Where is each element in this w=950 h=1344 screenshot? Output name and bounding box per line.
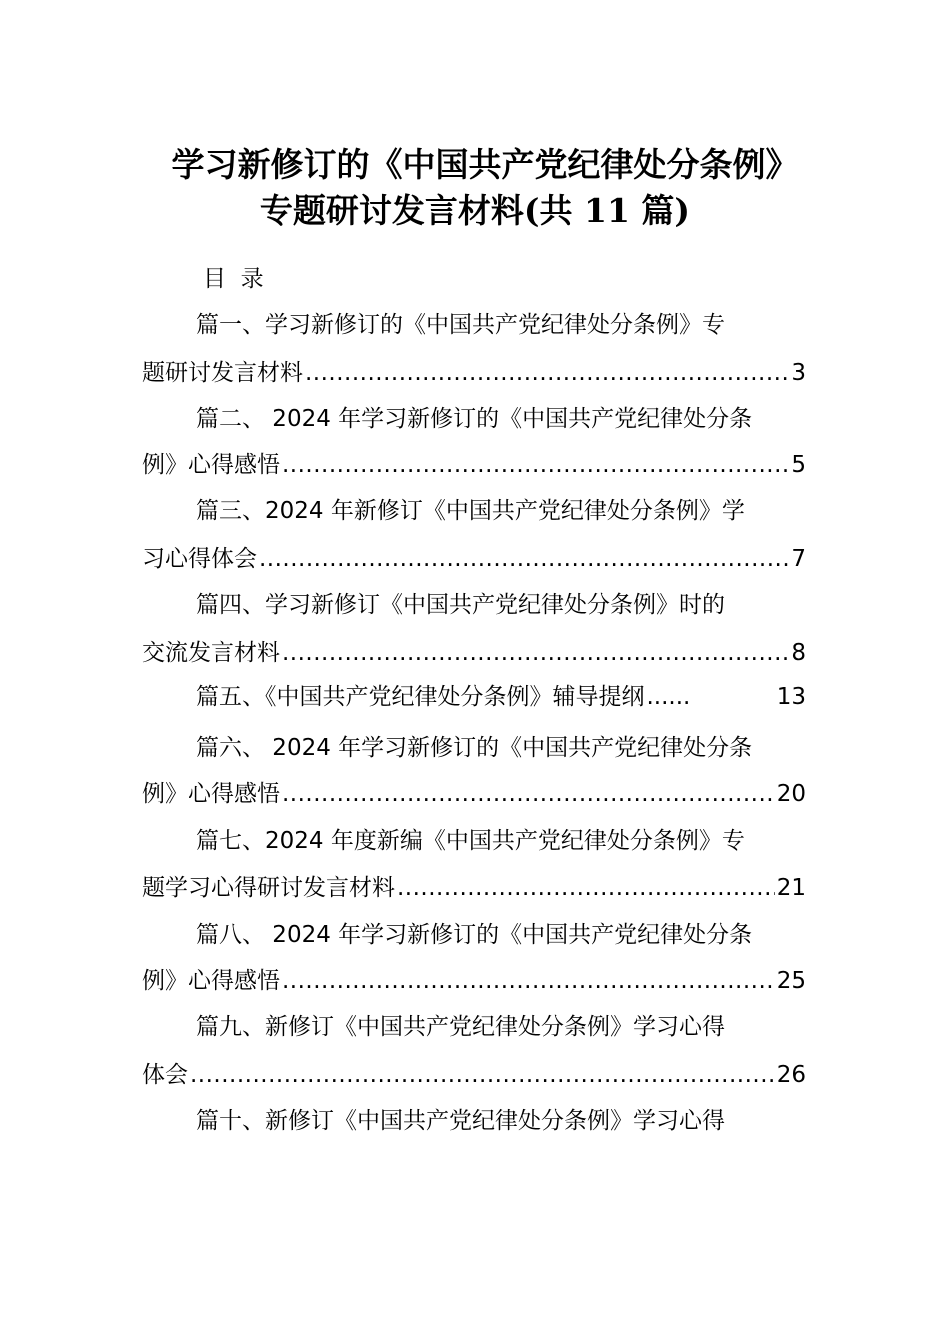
toc-entry-title: 篇五、《中国共产党纪律处分条例》辅导提纲 (196, 684, 645, 710)
toc-entry-title: 交流发言材料 (142, 640, 280, 666)
toc-entry-9-line-1: 篇九、新修订《中国共产党纪律处分条例》学习心得 (196, 1014, 725, 1040)
toc-entry-title: 例》心得感悟 (142, 452, 280, 478)
toc-page-number: 13 (776, 684, 806, 710)
document-title-line-2: 专题研讨发言材料(共 11 篇) (259, 191, 691, 230)
toc-leader-dots (397, 871, 775, 905)
toc-entry-7-line-2 (142, 871, 806, 905)
toc-entry-title: 习心得体会 (142, 546, 257, 572)
toc-leader-dots (282, 964, 775, 998)
toc-leader-dots (305, 356, 789, 390)
toc-entry-4-line-1: 篇四、学习新修订《中国共产党纪律处分条例》时的 (196, 592, 725, 618)
toc-entry-title: 体会 (142, 1062, 188, 1088)
toc-entry-title: 例》心得感悟 (142, 968, 280, 994)
toc-entry-4-line-2 (142, 636, 806, 670)
toc-leader-dots (282, 448, 789, 482)
toc-entry-8-line-1: 篇八、 2024 年学习新修订的《中国共产党纪律处分条 (196, 922, 753, 948)
toc-leader-dots (282, 777, 775, 811)
document-title-line-1: 学习新修订的《中国共产党纪律处分条例》 (171, 145, 799, 184)
toc-entry-6-line-2 (142, 777, 806, 811)
toc-page-number: 7 (791, 546, 806, 572)
toc-page-number: 3 (791, 360, 806, 386)
toc-page-number: 5 (791, 452, 806, 478)
toc-page-number: 20 (776, 781, 806, 807)
toc-page-number: 8 (791, 640, 806, 666)
toc-entry-3-line-2 (142, 542, 806, 576)
toc-entry-2-line-2 (142, 448, 806, 482)
toc-entry-5 (196, 680, 806, 714)
toc-page-number: 21 (776, 875, 806, 901)
toc-heading: 目 录 (203, 266, 264, 292)
toc-leader-dots (647, 680, 763, 714)
toc-leader-dots (190, 1058, 775, 1092)
toc-entry-title: 题学习心得研讨发言材料 (142, 875, 395, 901)
toc-entry-1-line-1: 篇一、学习新修订的《中国共产党纪律处分条例》专 (196, 312, 725, 338)
toc-entry-6-line-1: 篇六、 2024 年学习新修订的《中国共产党纪律处分条 (196, 735, 753, 761)
toc-leader-dots (259, 542, 789, 576)
toc-entry-title: 例》心得感悟 (142, 781, 280, 807)
toc-page-number: 26 (776, 1062, 806, 1088)
toc-leader-dots (282, 636, 789, 670)
toc-entry-2-line-1: 篇二、 2024 年学习新修订的《中国共产党纪律处分条 (196, 406, 753, 432)
toc-entry-title: 题研讨发言材料 (142, 360, 303, 386)
toc-entry-7-line-1: 篇七、2024 年度新编《中国共产党纪律处分条例》专 (196, 828, 745, 854)
toc-entry-1-line-2 (142, 356, 806, 390)
toc-entry-10-line-1: 篇十、新修订《中国共产党纪律处分条例》学习心得 (196, 1108, 725, 1134)
toc-entry-9-line-2 (142, 1058, 806, 1092)
toc-entry-8-line-2 (142, 964, 806, 998)
toc-page-number: 25 (776, 968, 806, 994)
toc-entry-3-line-1: 篇三、2024 年新修订《中国共产党纪律处分条例》学 (196, 498, 745, 524)
